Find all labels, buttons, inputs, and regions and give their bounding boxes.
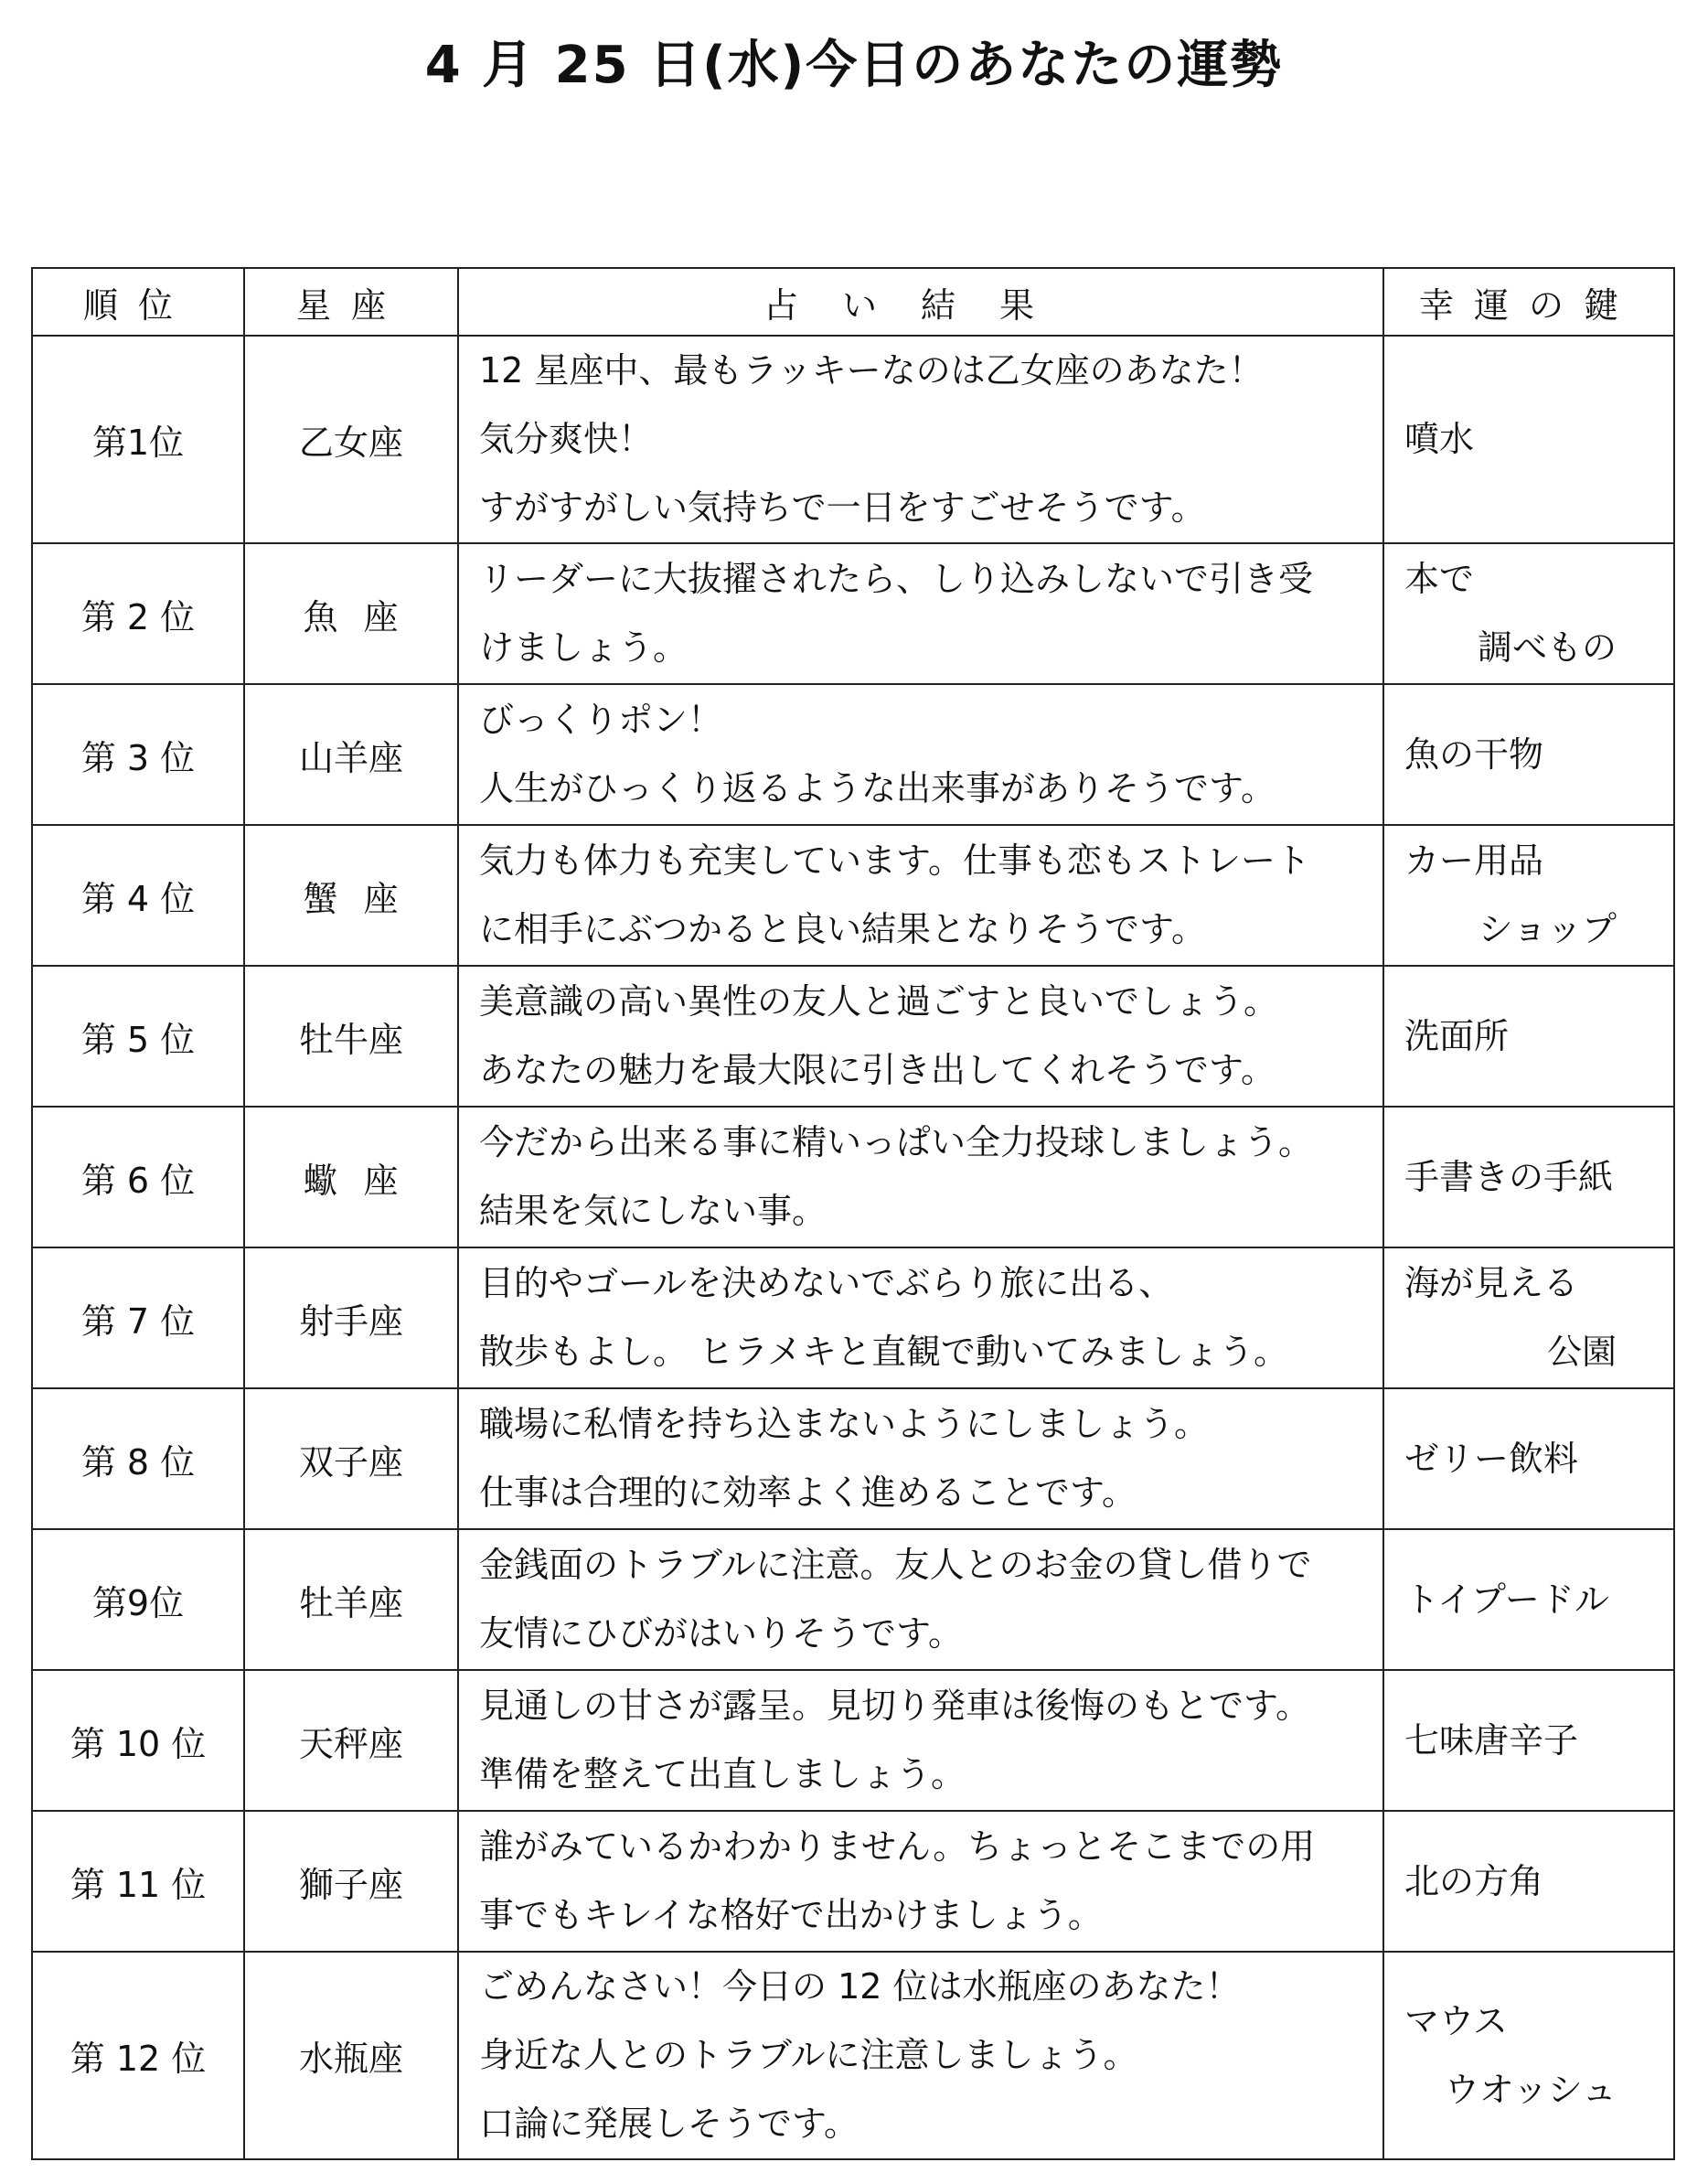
fortune-table — [31, 267, 1675, 2160]
rank-cell: 第 2 位 — [32, 543, 244, 684]
table-row — [32, 1811, 1674, 1952]
rank-cell: 第 12 位 — [32, 1952, 244, 2159]
rank-cell: 第 3 位 — [32, 684, 244, 825]
lucky-key-line: ウオッシュ — [1444, 2069, 1617, 2110]
lucky-key-line: ゼリー飲料 — [1404, 1438, 1579, 1479]
result-cell — [458, 1529, 1383, 1670]
table-row — [32, 1670, 1674, 1811]
lucky-key-cell — [1383, 1670, 1674, 1811]
result-cell — [458, 336, 1383, 543]
lucky-key-cell — [1383, 336, 1674, 543]
result-cell — [458, 825, 1383, 966]
result-line: びっくりポン！ — [479, 700, 723, 740]
table-row — [32, 1388, 1674, 1529]
lucky-key-line: 本で — [1404, 559, 1475, 599]
page-title: 4 月 25 日(水)今日のあなたの運勢 — [424, 36, 1284, 95]
table-row — [32, 543, 1674, 684]
table-row — [32, 1529, 1674, 1670]
result-line: 気分爽快！ — [479, 419, 654, 459]
result-line: 見通しの甘さが露呈。見切り発車は後悔のもとです。 — [479, 1686, 1310, 1726]
table-row — [32, 336, 1674, 543]
lucky-key-line: 七味唐辛子 — [1404, 1719, 1579, 1761]
result-cell — [458, 684, 1383, 825]
result-line: 目的やゴールを決めないでぶらり旅に出る、 — [479, 1263, 1174, 1303]
lucky-key-cell — [1383, 825, 1674, 966]
result-line: 金銭面のトラブルに注意。友人とのお金の貸し借りで — [479, 1545, 1312, 1585]
lucky-key-cell — [1383, 1388, 1674, 1529]
sign-cell: 牡羊座 — [244, 1529, 458, 1670]
rank-cell: 第 5 位 — [32, 966, 244, 1107]
lucky-key-line: トイプードル — [1404, 1579, 1609, 1620]
lucky-key-line: 噴水 — [1404, 419, 1475, 459]
table-row — [32, 966, 1674, 1107]
lucky-key-cell — [1383, 1811, 1674, 1952]
table-row — [32, 825, 1674, 966]
table-row — [32, 1952, 1674, 2159]
result-line: 職場に私情を持ち込まないようにしましょう。 — [479, 1404, 1210, 1444]
result-line: あなたの魅力を最大限に引き出してくれそうです。 — [479, 1050, 1276, 1090]
result-cell — [458, 966, 1383, 1107]
lucky-key-line: 魚の干物 — [1404, 733, 1544, 775]
result-line: 友情にひびがはいりそうです。 — [479, 1613, 963, 1654]
sign-cell: 蠍座 — [244, 1107, 458, 1247]
result-cell — [458, 1811, 1383, 1952]
result-line: すがすがしい気持ちで一日をすごせそうです。 — [479, 487, 1206, 528]
header-rank: 順位 — [32, 268, 244, 336]
result-line: 散歩もよし。 ヒラメキと直観で動いてみましょう。 — [479, 1332, 1288, 1372]
sign-cell: 双子座 — [244, 1388, 458, 1529]
header-sign: 星座 — [244, 268, 458, 336]
result-line: 誰がみているかわかりません。ちょっとそこまでの用 — [479, 1826, 1316, 1867]
sign-cell: 山羊座 — [244, 684, 458, 825]
result-cell — [458, 1247, 1383, 1388]
sign-cell: 魚座 — [244, 543, 458, 684]
sign-cell: 牡牛座 — [244, 966, 458, 1107]
rank-cell: 第 6 位 — [32, 1107, 244, 1247]
result-line: 準備を整えて出直しましょう。 — [479, 1754, 966, 1794]
result-line: 身近な人とのトラブルに注意しましょう。 — [479, 2035, 1138, 2075]
result-line: 口論に発展しそうです。 — [479, 2103, 859, 2144]
lucky-key-cell — [1383, 543, 1674, 684]
header-lucky-key: 幸運の鍵 — [1383, 268, 1674, 336]
result-cell — [458, 1670, 1383, 1811]
result-cell — [458, 1107, 1383, 1247]
result-line: ごめんなさい！今日の 12 位は水瓶座のあなた！ — [479, 1966, 1241, 2007]
rank-cell: 第 11 位 — [32, 1811, 244, 1952]
rank-cell: 第1位 — [32, 336, 244, 543]
sign-cell: 蟹座 — [244, 825, 458, 966]
lucky-key-cell — [1383, 1952, 1674, 2159]
result-cell — [458, 1952, 1383, 2159]
result-line: に相手にぶつかると良い結果となりそうです。 — [479, 909, 1206, 949]
sign-cell: 獅子座 — [244, 1811, 458, 1952]
sign-cell: 射手座 — [244, 1247, 458, 1388]
table-row — [32, 1107, 1674, 1247]
lucky-key-line: 手書きの手紙 — [1404, 1156, 1614, 1197]
result-line: 結果を気にしない事。 — [479, 1191, 827, 1231]
result-line: 事でもキレイな格好で出かけましょう。 — [479, 1895, 1103, 1935]
result-line: 人生がひっくり返るような出来事がありそうです。 — [479, 768, 1276, 808]
rank-cell: 第 7 位 — [32, 1247, 244, 1388]
result-line: けましょう。 — [479, 627, 689, 668]
result-line: 美意識の高い異性の友人と過ごすと良いでしょう。 — [479, 981, 1279, 1022]
result-line: リーダーに大抜擢されたら、しり込みしないで引き受 — [479, 559, 1314, 599]
lucky-key-line: 北の方角 — [1404, 1860, 1544, 1901]
lucky-key-cell — [1383, 1529, 1674, 1670]
sign-cell: 天秤座 — [244, 1670, 458, 1811]
header-result: 占い結果 — [458, 268, 1383, 336]
rank-cell: 第 8 位 — [32, 1388, 244, 1529]
lucky-key-cell — [1383, 684, 1674, 825]
sign-cell: 乙女座 — [244, 336, 458, 543]
lucky-key-line: 公園 — [1546, 1332, 1617, 1372]
lucky-key-cell — [1383, 1107, 1674, 1247]
result-line: 今だから出来る事に精いっぱい全力投球しましょう。 — [479, 1122, 1314, 1162]
result-cell — [458, 543, 1383, 684]
lucky-key-line: カー用品 — [1404, 840, 1544, 881]
rank-cell: 第 4 位 — [32, 825, 244, 966]
lucky-key-line: 海が見える — [1404, 1263, 1579, 1303]
result-line: 12 星座中、最もラッキーなのは乙女座のあなた！ — [479, 350, 1264, 391]
result-line: 仕事は合理的に効率よく進めることです。 — [479, 1472, 1137, 1513]
rank-cell: 第9位 — [32, 1529, 244, 1670]
rank-cell: 第 10 位 — [32, 1670, 244, 1811]
lucky-key-line: 調べもの — [1477, 627, 1617, 668]
table-row — [32, 684, 1674, 825]
lucky-key-line: 洗面所 — [1404, 1015, 1510, 1056]
result-cell — [458, 1388, 1383, 1529]
sign-cell: 水瓶座 — [244, 1952, 458, 2159]
lucky-key-line: ショップ — [1478, 909, 1617, 949]
lucky-key-cell — [1383, 966, 1674, 1107]
lucky-key-cell — [1383, 1247, 1674, 1388]
result-line: 気力も体力も充実しています。仕事も恋もストレート — [479, 840, 1310, 881]
lucky-key-line: マウス — [1404, 2000, 1508, 2041]
table-row — [32, 1247, 1674, 1388]
header-row — [32, 268, 1674, 336]
